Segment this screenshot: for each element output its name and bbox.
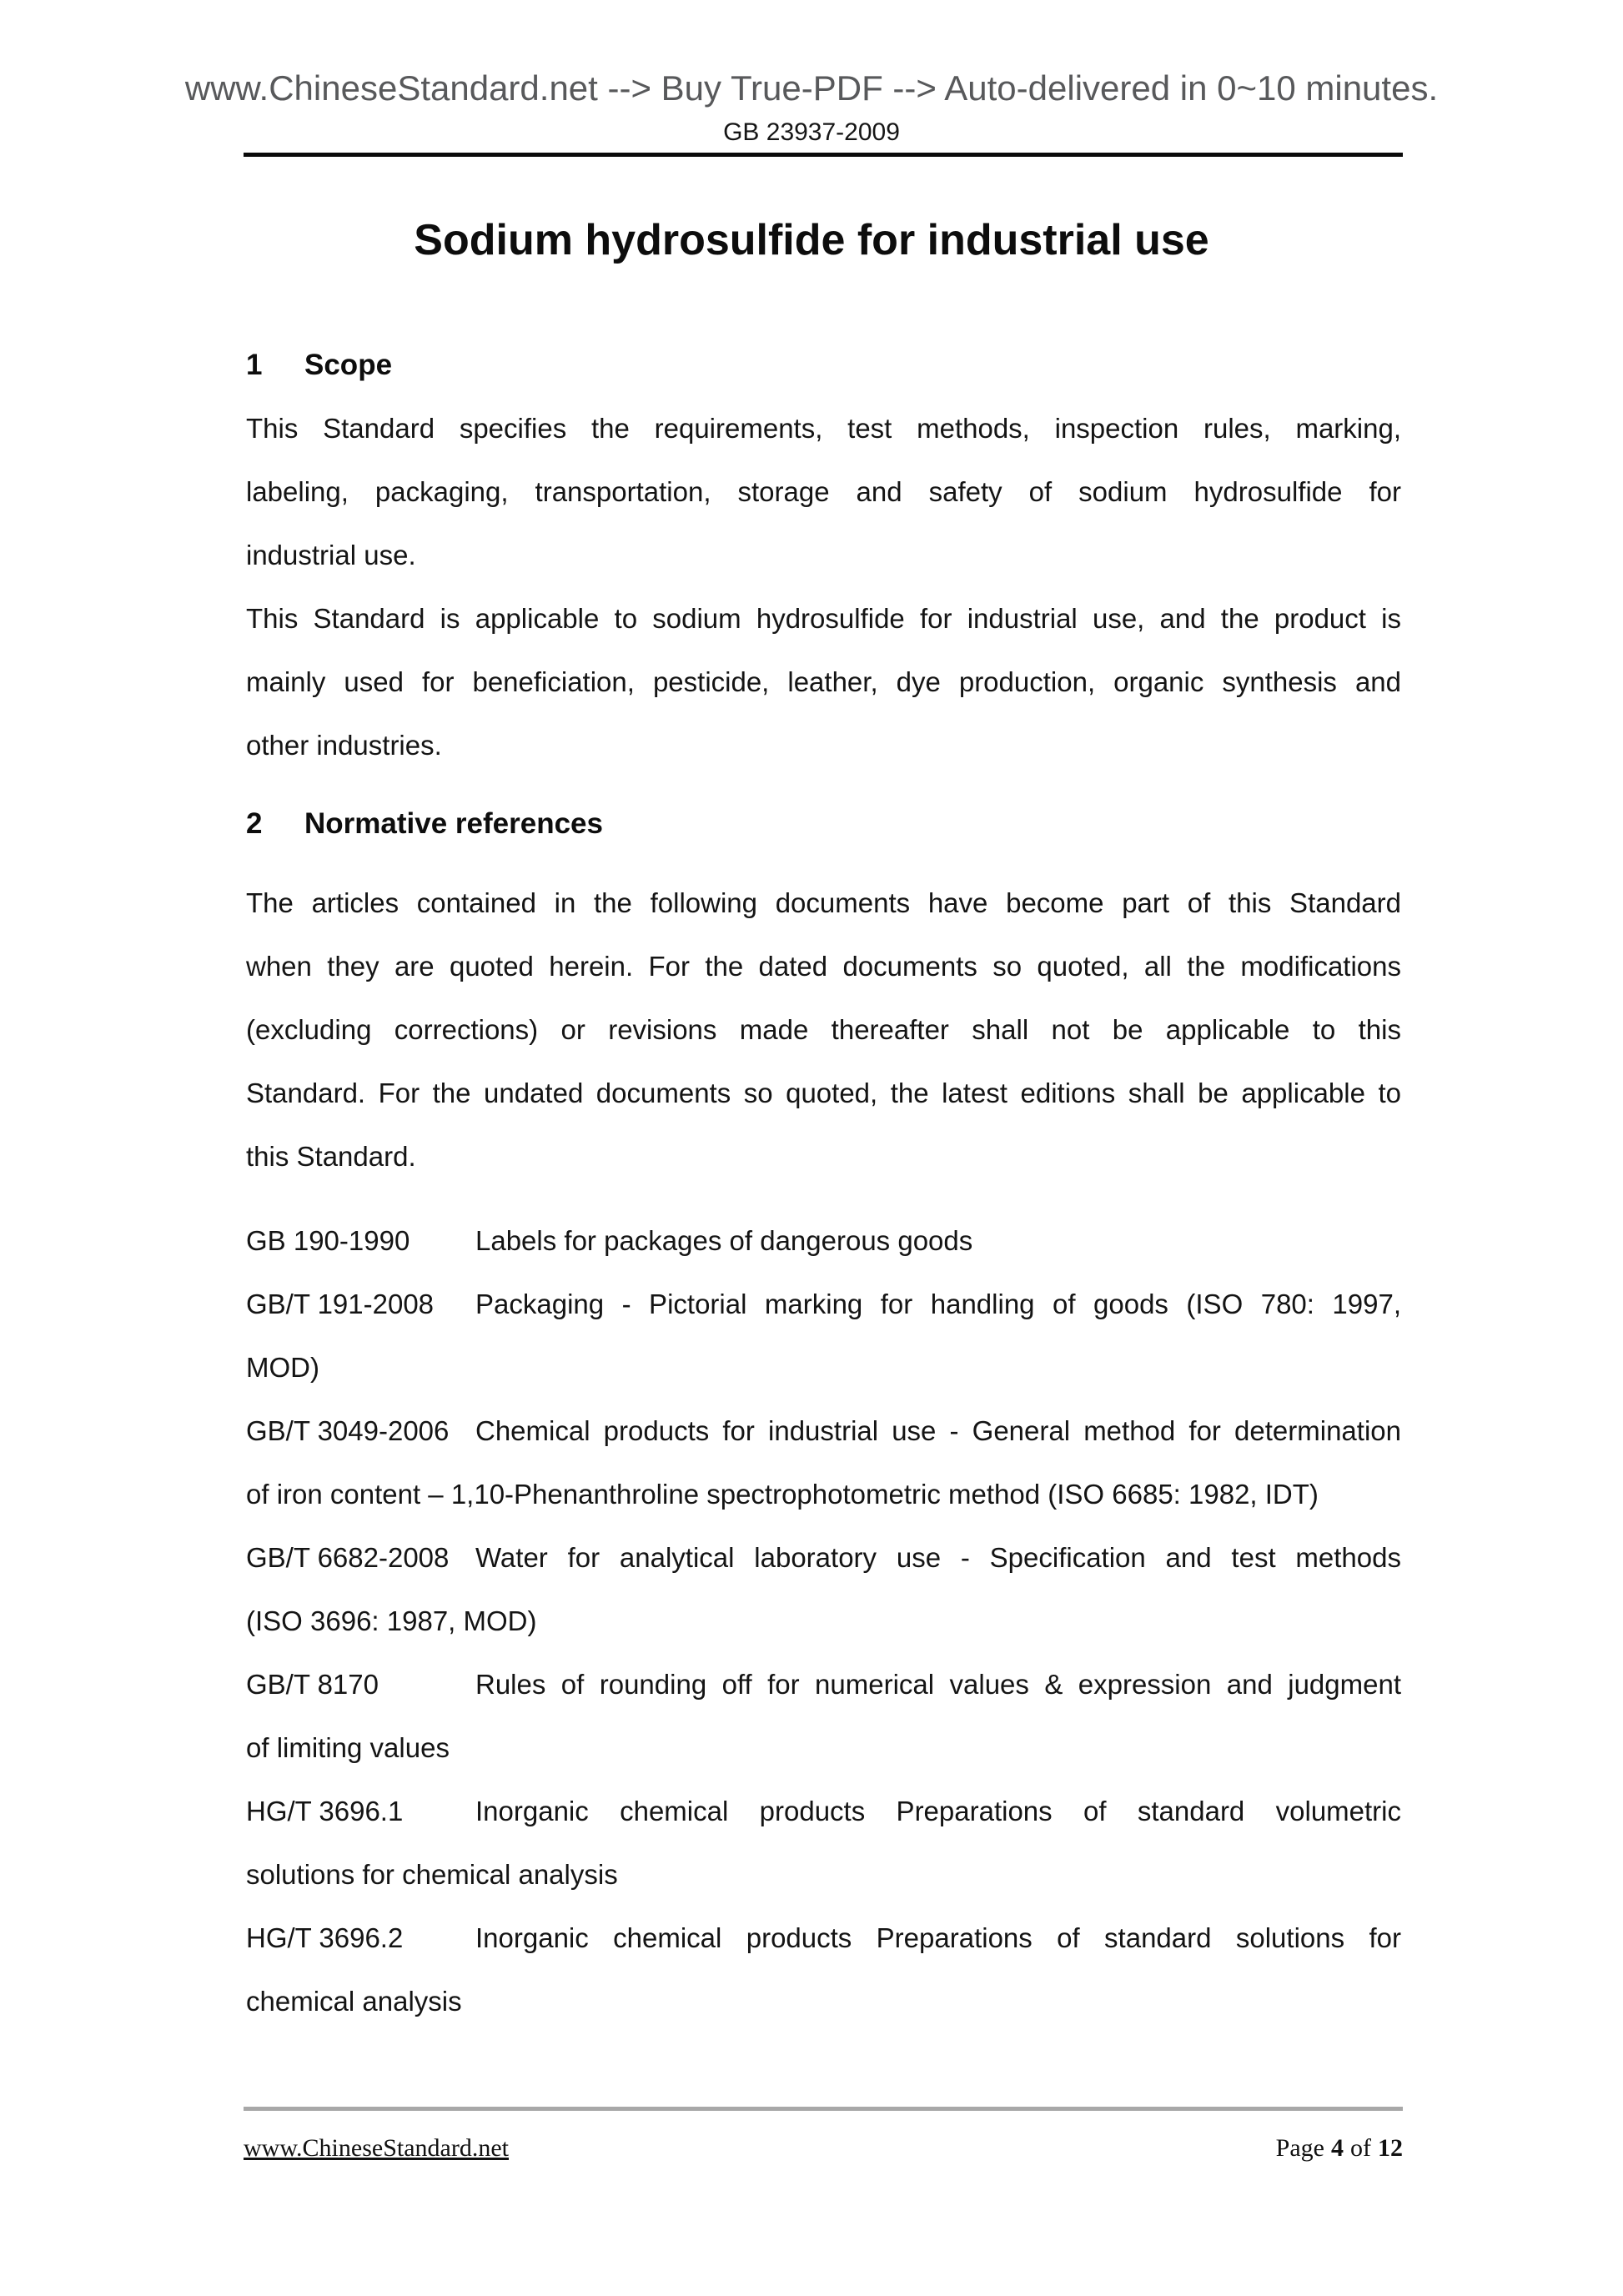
reference-line: of limiting values bbox=[246, 1732, 450, 1763]
footer-site-link[interactable]: www.ChineseStandard.net bbox=[244, 2134, 509, 2162]
reference-code: GB/T 191-2008 bbox=[246, 1289, 435, 1319]
page-indicator bbox=[1276, 2125, 1403, 2172]
reference-line: of iron content – 1,10-Phenanthroline spectrophotometric method (ISO 6685: 1982, IDT) bbox=[246, 1479, 1319, 1510]
reference-title: Labels for packages of dangerous goods bbox=[475, 1225, 973, 1256]
reference-line bbox=[246, 1273, 1401, 1336]
header-divider bbox=[244, 153, 1403, 157]
reference-title: Inorganic chemical products Preparations of standard solutions for bbox=[475, 1922, 1401, 1953]
section-2-heading bbox=[246, 792, 1401, 856]
reference-title: Water for analytical laboratory use - Specification and test methods bbox=[475, 1542, 1401, 1573]
standard-number: GB 23937-2009 bbox=[723, 118, 900, 146]
page-total: 12 bbox=[1378, 2134, 1403, 2162]
reference-title: Rules of rounding off for numerical values & expression and judgment bbox=[475, 1669, 1401, 1700]
body-text-line: labeling, packaging, transportation, storage and safety of sodium hydrosulfide for bbox=[246, 476, 1401, 507]
footer bbox=[244, 2125, 1403, 2172]
body-text-line: when they are quoted herein. For the dated documents so quoted, all the modifications bbox=[246, 951, 1401, 982]
body-text-line: this Standard. bbox=[246, 1141, 416, 1172]
reference-line bbox=[246, 1907, 1401, 1970]
footer-divider bbox=[244, 2107, 1403, 2111]
reference-line bbox=[246, 1526, 1401, 1590]
reference-line: MOD) bbox=[246, 1352, 319, 1383]
section-1-number: 1 bbox=[246, 349, 263, 381]
header-promo-text: www.ChineseStandard.net --> Buy True-PDF --> Auto-delivered in 0~10 minutes. bbox=[184, 68, 1439, 108]
body-text-line: This Standard specifies the requirements, test methods, inspection rules, marking, bbox=[246, 413, 1401, 444]
reference-line: (ISO 3696: 1987, MOD) bbox=[246, 1605, 537, 1636]
body-text-line: (excluding corrections) or revisions made thereafter shall not be applicable to this bbox=[246, 1014, 1401, 1045]
body-text-line: The articles contained in the following documents have become part of this Standard bbox=[246, 887, 1401, 918]
body-text-line: other industries. bbox=[246, 730, 442, 761]
document-title: Sodium hydrosulfide for industrial use bbox=[414, 216, 1209, 264]
reference-title: Chemical products for industrial use - General method for determination bbox=[475, 1415, 1401, 1446]
reference-code: HG/T 3696.2 bbox=[246, 1922, 404, 1953]
reference-line bbox=[246, 1780, 1401, 1843]
body-text-line: mainly used for beneficiation, pesticide, leather, dye production, organic synthesis and bbox=[246, 666, 1401, 697]
body-text-line: Standard. For the undated documents so quoted, the latest editions shall be applicable to bbox=[246, 1078, 1401, 1108]
reference-code: HG/T 3696.1 bbox=[246, 1796, 404, 1826]
normative-references-list bbox=[246, 1209, 1401, 2033]
page-word: Page bbox=[1275, 2134, 1324, 2162]
of-word: of bbox=[1350, 2134, 1371, 2162]
reference-line: solutions for chemical analysis bbox=[246, 1859, 618, 1890]
section-1-title: Scope bbox=[304, 349, 393, 381]
reference-line: chemical analysis bbox=[246, 1986, 462, 2017]
reference-code: GB 190-1990 bbox=[246, 1225, 410, 1256]
section-2-title: Normative references bbox=[304, 807, 603, 840]
section-1-paragraphs bbox=[246, 397, 1401, 777]
section-2-paragraphs bbox=[246, 872, 1401, 1188]
reference-line bbox=[246, 1653, 1401, 1716]
reference-title: Packaging - Pictorial marking for handling of goods (ISO 780: 1997, bbox=[475, 1289, 1401, 1319]
reference-title: Inorganic chemical products Preparations of standard volumetric bbox=[475, 1796, 1401, 1826]
page-number: 4 bbox=[1331, 2134, 1344, 2162]
section-2-number: 2 bbox=[246, 807, 263, 840]
reference-code: GB/T 8170 bbox=[246, 1669, 379, 1700]
reference-line bbox=[246, 1209, 1401, 1273]
reference-line bbox=[246, 1399, 1401, 1463]
reference-code: GB/T 3049-2006 bbox=[246, 1415, 450, 1446]
reference-code: GB/T 6682-2008 bbox=[246, 1542, 450, 1573]
section-1-heading bbox=[246, 334, 1401, 397]
document-body bbox=[246, 334, 1401, 2033]
body-text-line: This Standard is applicable to sodium hydrosulfide for industrial use, and the product is bbox=[246, 603, 1401, 634]
body-text-line: industrial use. bbox=[246, 540, 416, 570]
